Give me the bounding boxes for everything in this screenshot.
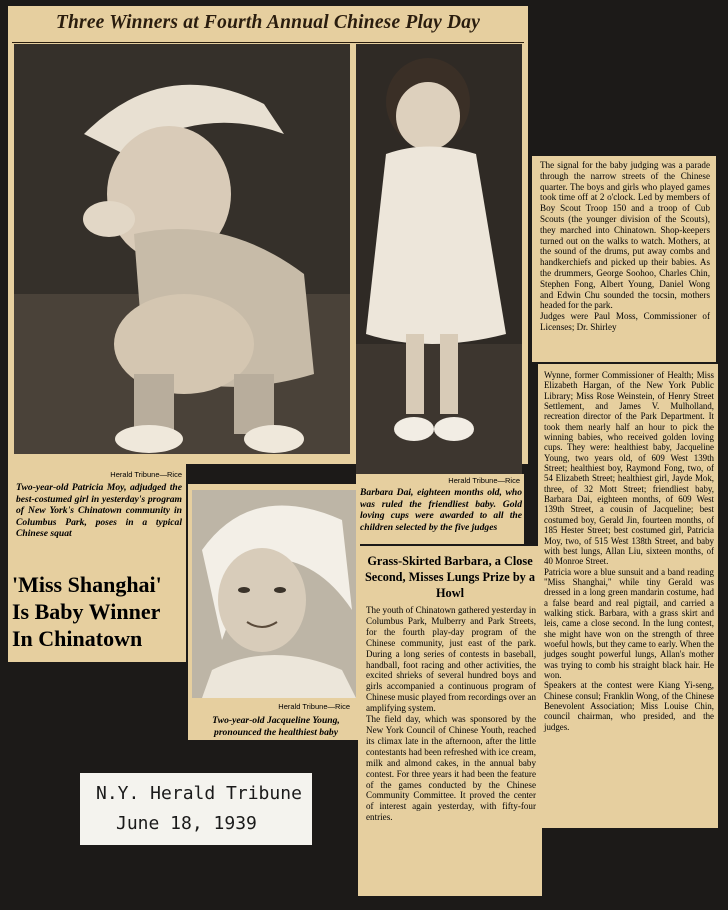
headline-rule <box>12 42 524 43</box>
main-headline: 'Miss Shanghai' Is Baby Winner In Chinatown <box>12 572 162 651</box>
caption-barbara: Barbara Dai, eighteen months old, who was ruled the friendliest baby. Gold loving cups were awarded to all the children selected by the five judges <box>360 487 522 533</box>
photo-jacqueline-image <box>192 490 356 698</box>
caption-patricia: Two-year-old Patricia Moy, adjudged the best-costumed girl in yesterday's program of New York's Chinatown community in Columbus Park, poses in a typical Chinese squat <box>16 482 182 540</box>
photo-credit-barbara: Herald Tribune—Rice <box>448 476 520 485</box>
photo-patricia-moy <box>14 44 350 454</box>
caption-jacqueline: Two-year-old Jacqueline Young, pronounced the healthiest baby <box>212 715 340 738</box>
note-line-2: June 18, 1939 <box>116 813 257 834</box>
page-headline: Three Winners at Fourth Annual Chinese Play Day <box>55 12 481 33</box>
photo-credit-jacqueline: Herald Tribune—Rice <box>278 702 350 711</box>
article-subheadline: Grass-Skirted Barbara, a Close Second, Misses Lungs Prize by a Howl <box>364 554 536 600</box>
article-col2-top: The signal for the baby judging was a parade through the narrow streets of the Chinese quarter. The boys and girls who played games took time off at 2 o'clock. Led by members of Boy Scout Troop 150 and a troop of Cub Scouts (the younger division of the Scouts), they marched into Chinatown. Shop-keepers turned out on the walks to watch. Mothers, at the sound of the drums, put away combs and handkerchiefs and picked up their babies. As the drummers, George Soohoo, Charles Chin, Stephen Fong, Albert Young, Daniel Wong and Edwin Chu sounded the tocsin, mothers headed for the park. Judges were Paul Moss, Commissioner of Licenses; Dr. Shirley <box>540 160 710 332</box>
photo-barbara-image <box>356 44 522 474</box>
photo-patricia-image <box>14 44 350 454</box>
article-col1: The youth of Chinatown gathered yesterday in Columbus Park, Mulberry and Park Streets, for the fourth play-day program of the Chinese community, just east of the park. During a long series of contests in baseball, handball, foot racing and other activities, the excited shrieks of several hundred boys and girls accompanied a continuous program of Chinese music played from recordings over an amplifying system. The field day, which was sponsored by the New York Council of Chinese Youth, reached its climax late in the afternoon, after the little contestants had been refreshed with ice cream, milk and almond cakes, in the annual baby contest. For three years it had been the feature of the games conducted by the Chinese Community Committee. It proved the center of interest again yesterday, with fifty-four entries. <box>366 605 536 823</box>
photo-jacqueline-young <box>192 490 356 698</box>
photo-barbara-dai <box>356 44 522 474</box>
handwritten-note <box>80 773 312 845</box>
note-line-1: N.Y. Herald Tribune <box>96 783 302 804</box>
article-col2-bottom: Wynne, former Commissioner of Health; Miss Elizabeth Hargan, of the New York Public Library; Miss Rose Weinstein, of Henry Street Settlement, and James V. Mulholland, recreation director of the Park Department. It took them nearly half an hour to pick the winning babies, who received golden loving cups. They were: healthiest baby, Jacqueline Young, two years old, of 609 West 139th Street; healthiest boy, Raymond Fong, two, of 54 Elizabeth Street; healthiest girl, Jayde Mok, three, of 32 Mott Street; friendliest baby, Barbara Dai, eighteen months, of 609 West 139th Street, a cousin of Jacqueline; best costumed boy, Gerald Jin, fourteen months, of 185 Hester Street; best costumed girl, Patricia Moy, two, of 515 West 138th Street, and baby with best lungs, Allan Liu, sixteen months, of 40 Monroe Street. Patricia wore a blue sunsuit and a band reading "Miss Shanghai," while tiny Gerald was dressed in a long green mandarin costume, had a false beard and real pigtail, and carried a walking stick. Barbara, with a grass skirt and leis, came a close second. In the lung contest, she might have won on the strength of three woeful howls, but they came to early. When the judges sought powerful lungs, Allan's mother was trying to comb his straight black hair. He won. Speakers at the contest were Kiang Yi-seng, Chinese consul; Franklin Wong, of the Chinese Benevolent Association; Miss Louise Chin, council chairman, who presided, and the judges. <box>544 370 714 732</box>
photo-credit-patricia: Herald Tribune—Rice <box>110 470 182 479</box>
